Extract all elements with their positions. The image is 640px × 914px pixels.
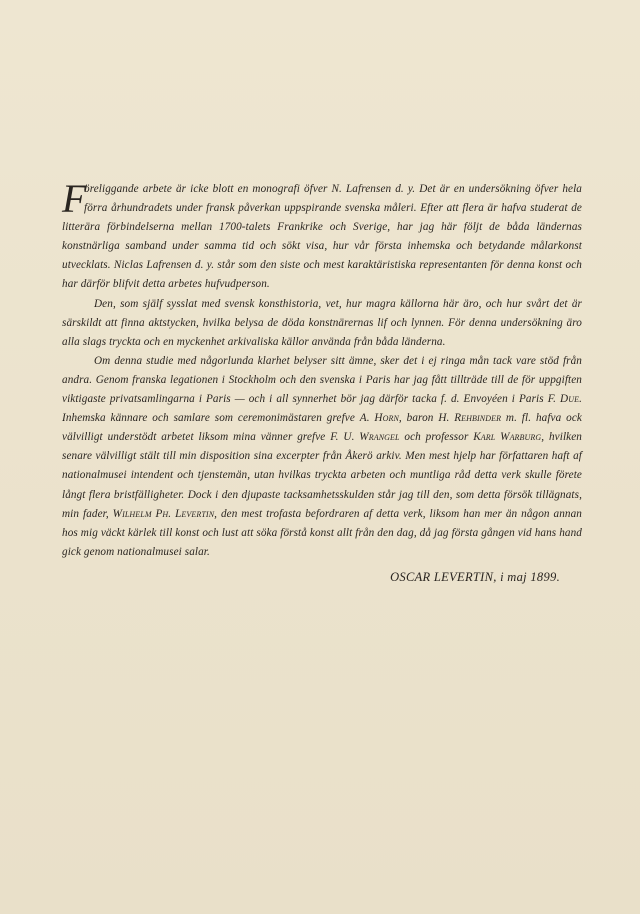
paragraph-3-text-c: , baron bbox=[398, 412, 439, 425]
paragraph-1-text: öreliggande arbete är icke blott en monografi öfver N. Lafrensen d. y. Det är en undersökning öfver hela förra århundradets under fransk påverkan uppspirande svenska måleri. Efter att flera är hafva studerat de litterära förbindelserna mellan 1700-talets Frankrike och Sverige, har jag här följt de båda ländernas konstnärliga samband under samma tid och sökt visa, hur vår första inhemska och betydande målarkonst utvecklats. Niclas Lafrensen d. y. står som den siste och mest karaktäristiska representanten för denna konst och har därför blifvit detta arbetes hufvudperson. bbox=[62, 183, 582, 291]
dropcap-letter: F bbox=[62, 176, 87, 221]
preface-text bbox=[62, 176, 583, 587]
paragraph-3-text-f: , hvilken senare välvilligt stält till min disposition sina excerpter från Åkerö arkiv. Men mest hjelp har författaren haft af nationalmusei intendent och tjenstemän, utan hvilkas tryckta arbeten och muntliga råd detta verk skulle förete långt flera bristfälligheter. Dock i den djupaste tacksamhetsskulden står jag till den, som detta försök tillägnats, min fader, bbox=[62, 431, 582, 520]
paragraph-3-text-e: och professor bbox=[399, 431, 474, 444]
dropcap-ornament bbox=[62, 176, 87, 221]
paragraph-3-text-g: , den mest trofasta befordraren af detta verk, liksom han mer än någon annan hos mig väckt kärlek till konst och lust att söka förstå konst allt från den dag, då jag första gången vid hans hand gick genom nationalmusei salar. bbox=[62, 507, 582, 558]
paragraph-3-text-d: m. fl. hafva ock välvilligt understödt arbetet liksom mina vänner grefve bbox=[62, 412, 582, 444]
name-warburg: Karl Warburg bbox=[473, 431, 542, 444]
paragraph-2 bbox=[62, 295, 582, 352]
name-rehbinder: H. Rehbinder bbox=[438, 412, 502, 425]
name-father: Wilhelm Ph. Levertin bbox=[112, 507, 215, 520]
name-horn: A. Horn bbox=[359, 412, 399, 425]
name-due: F. Due bbox=[547, 393, 580, 406]
signature: OSCAR LEVERTIN, i maj 1899. bbox=[390, 569, 560, 584]
paragraph-1 bbox=[62, 176, 582, 295]
paragraph-3-text-a: Om denna studie med någorlunda klarhet belyser sitt ämne, sker det i ej ringa mån tack vare stöd från andra. Genom franska legationen i Stockholm och den svenska i Paris har jag fått tillträde till de för uppgiften viktigaste privatsamlingarna i Paris — och i all synnerhet bör jag därför tacka f. d. Envoyéen i Paris bbox=[62, 354, 582, 406]
name-wrangel: F. U. Wrangel bbox=[330, 431, 400, 444]
paragraph-3-text-b: . Inhemska kännare och samlare som ceremonimästaren grefve bbox=[62, 393, 583, 425]
paragraph-2-text: Den, som själf sysslat med svensk konsthistoria, vet, hur magra källorna här äro, och hur svårt det är särskildt att finna aktstycken, hvilka belysa de döda konstnärernas lif och lynnen. För denna undersökning äro alla slags tryckta och en myckenhet arkivaliska källor använda från båda länderna. bbox=[62, 297, 582, 348]
paragraph-3 bbox=[62, 352, 582, 562]
